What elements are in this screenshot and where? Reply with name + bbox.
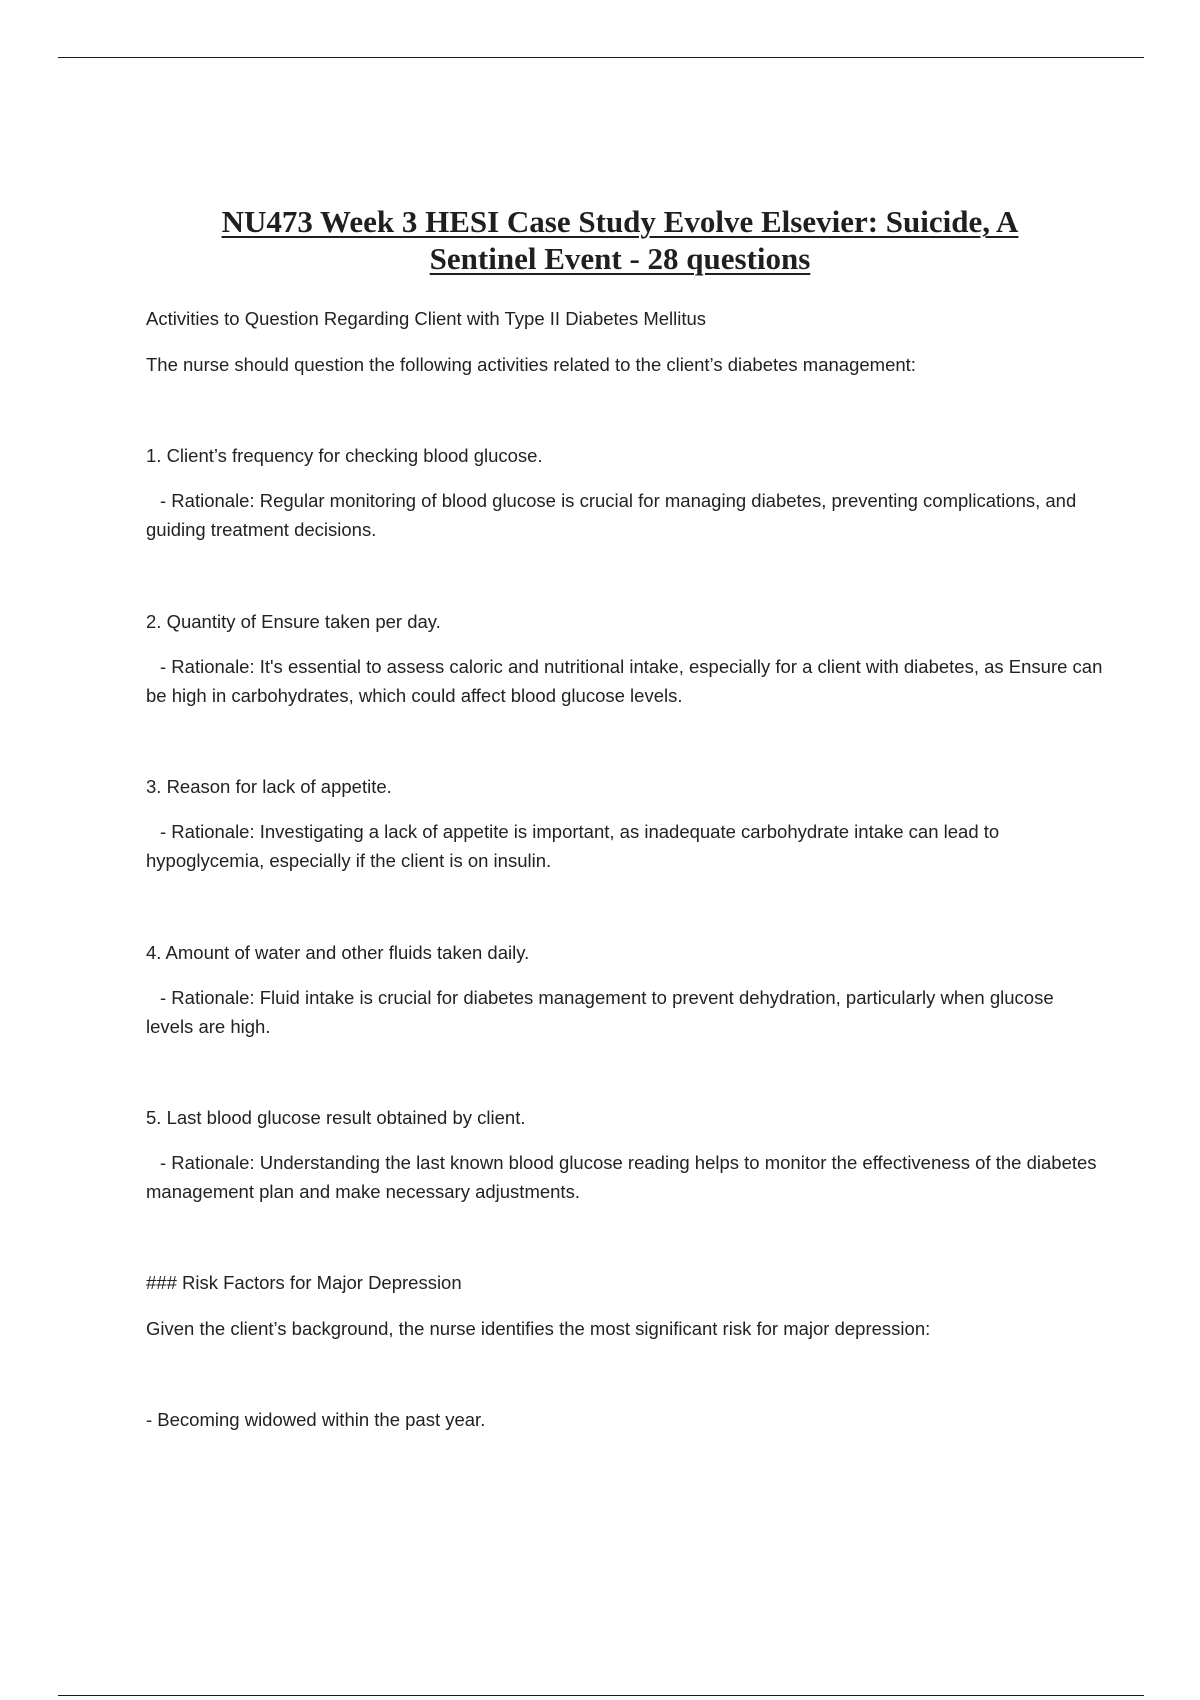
rationale-4: - Rationale: Fluid intake is crucial for diabetes management to prevent dehydration, particularly when glucose levels are high. [146,987,1054,1037]
section-heading-depression: ### Risk Factors for Major Depression [146,1272,462,1293]
document-title [120,203,1120,277]
section-heading-diabetes: Activities to Question Regarding Client with Type II Diabetes Mellitus [146,308,707,329]
rationale-2: - Rationale: It's essential to assess caloric and nutritional intake, especially for a client with diabetes, as Ensure can be high in carbohydrates, which could affect blood glucose levels. [146,656,1103,706]
list-item-3: 3. Reason for lack of appetite. [146,776,392,797]
rationale-1: - Rationale: Regular monitoring of blood glucose is crucial for managing diabetes, preventing complications, and guiding treatment decisions. [146,490,1077,540]
rationale-3: - Rationale: Investigating a lack of appetite is important, as inadequate carbohydrate intake can lead to hypoglycemia, especially if the client is on insulin. [146,821,1000,871]
list-item-5: 5. Last blood glucose result obtained by client. [146,1107,526,1128]
rationale-5: - Rationale: Understanding the last known blood glucose reading helps to monitor the effectiveness of the diabetes management plan and make necessary adjustments. [146,1152,1097,1202]
section-intro-diabetes: The nurse should question the following activities related to the client’s diabetes management: [146,354,916,375]
title-line-1: NU473 Week 3 HESI Case Study Evolve Elsevier: Suicide, A [221,204,1019,239]
risk-factor-answer: - Becoming widowed within the past year. [146,1409,486,1430]
list-item-4: 4. Amount of water and other fluids taken daily. [146,942,530,963]
list-item-2: 2. Quantity of Ensure taken per day. [146,611,441,632]
list-item-1: 1. Client’s frequency for checking blood glucose. [146,445,543,466]
bottom-divider [58,1695,1144,1696]
title-line-2: Sentinel Event - 28 questions [429,241,811,276]
section-intro-depression: Given the client’s background, the nurse identifies the most significant risk for major depression: [146,1318,931,1339]
top-divider [58,57,1144,58]
